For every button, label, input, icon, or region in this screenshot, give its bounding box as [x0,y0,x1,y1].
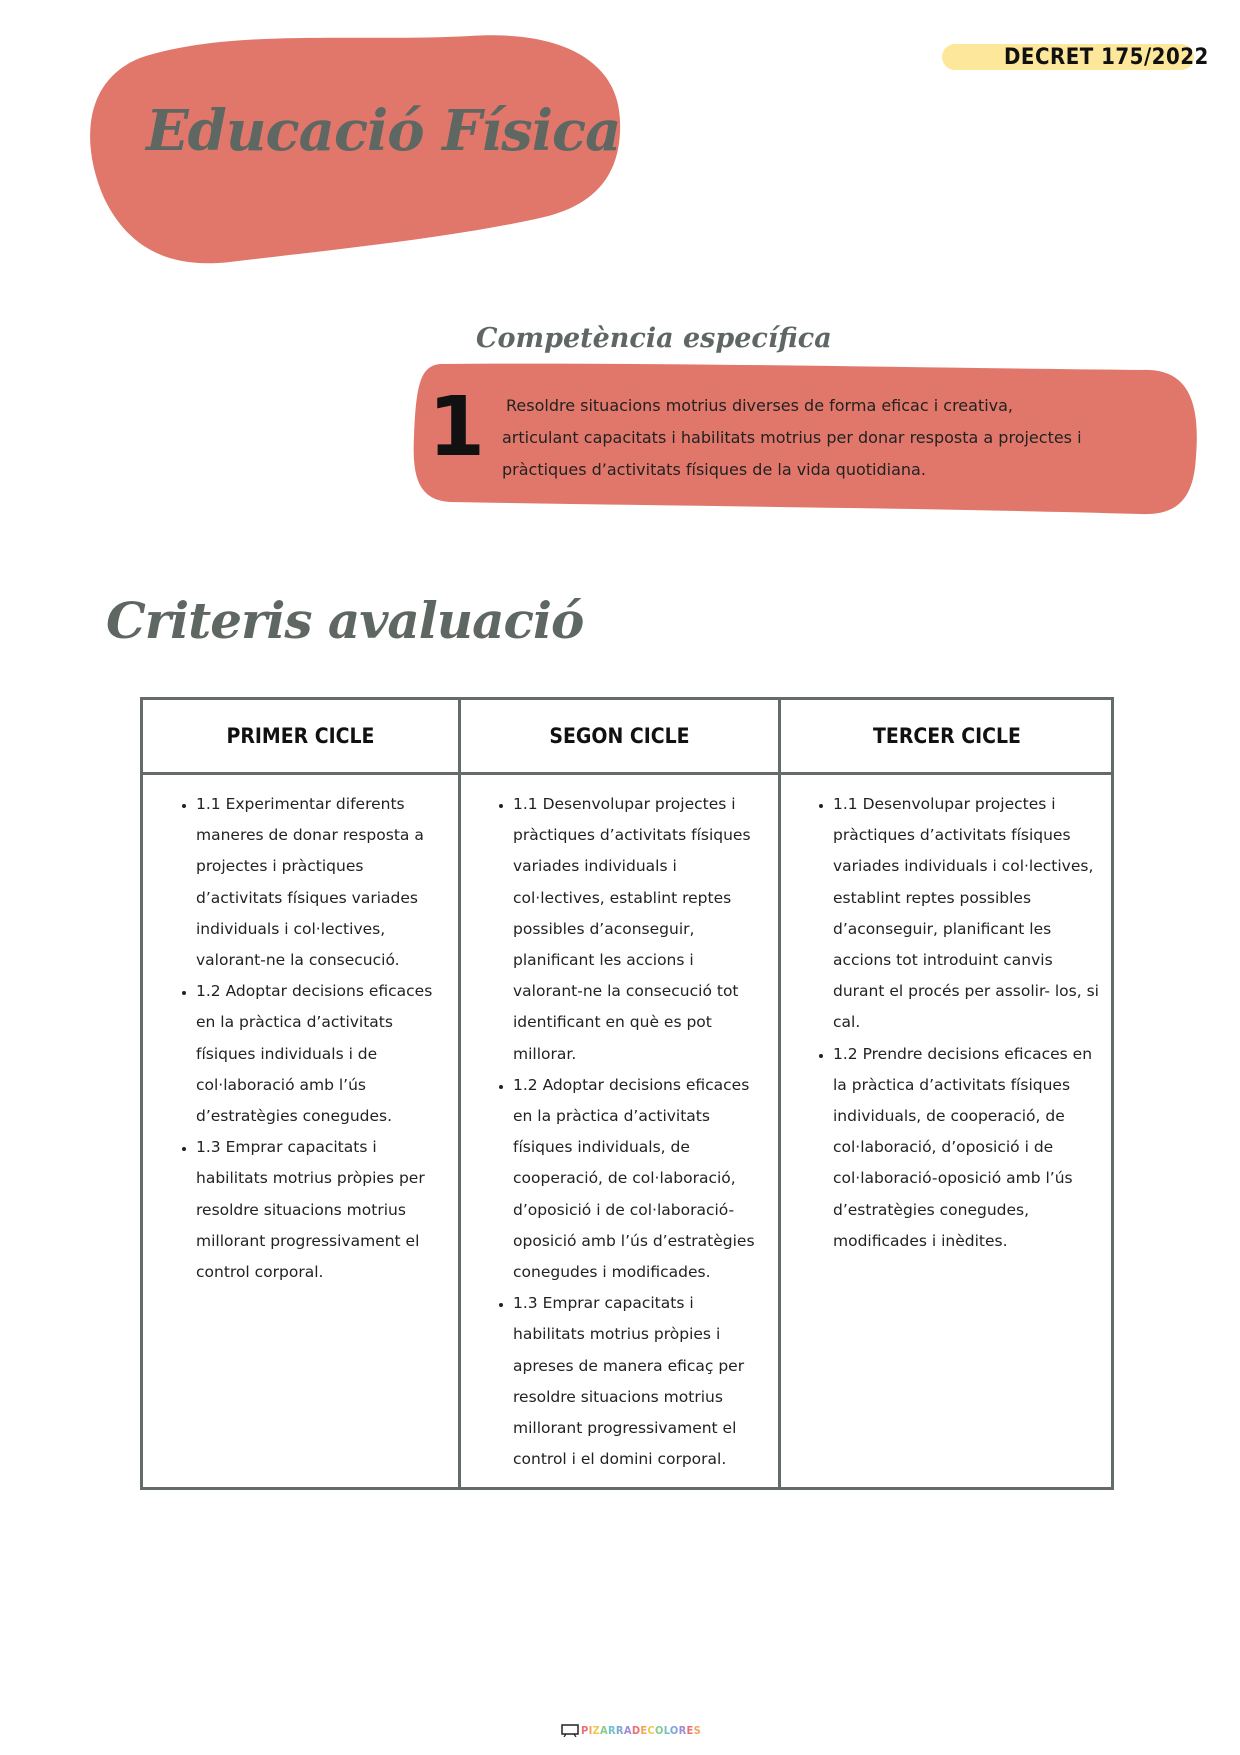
footer-brand: PIZARRADECOLORES [581,1724,702,1737]
criterion-item: • 1.1 Desenvolupar projectes i pràctiques d’activitats físiques variades individuals i col·lectives, establint reptes possibles d’aconseguir, planificant les accions tot introduint canvis durant el procés per assolir- los, si cal. [833,789,1103,1039]
column-segon-cicle [461,775,781,1487]
criteria-list [143,789,448,1288]
column-header-primer-cicle: PRIMER CICLE [143,700,461,775]
competencia-label: Competència específica [476,323,832,354]
criterion-item: • 1.1 Experimentar diferents maneres de donar resposta a projectes i pràctiques d’activitats físiques variades individuals i col·lectives, valorant-ne la consecució. [196,789,450,976]
column-header-tercer-cicle: TERCER CICLE [781,700,1113,775]
criteris-title: Criteris avaluació [106,591,584,650]
criterion-item: • 1.2 Adoptar decisions eficaces en la pràctica d’activitats físiques individuals i de col·laboració amb l’ús d’estratègies conegudes. [196,976,450,1132]
column-header-segon-cicle: SEGON CICLE [461,700,781,775]
competencia-number: 1 [428,380,486,475]
criteria-list [461,789,768,1475]
footer-logo [561,1724,701,1737]
decret-label: DECRET 175/2022 [1004,45,1209,70]
chalkboard-icon [561,1724,579,1737]
criterion-item: • 1.2 Adoptar decisions eficaces en la pràctica d’activitats físiques individuals, de cooperació, de col·laboració, d’oposició i de col·laboració-oposició amb l’ús d’estratègies conegudes i modificades. [513,1070,765,1288]
criteria-list [781,789,1103,1257]
criterion-item: • 1.1 Desenvolupar projectes i pràctiques d’activitats físiques variades individuals i col·lectives, establint reptes possibles d’aconseguir, planificant les accions i valorant-ne la consecució tot identificant en què es pot millorar. [513,789,765,1070]
column-tercer-cicle [781,775,1113,1487]
competencia-text: Resoldre situacions motrius diverses de forma eficac i creativa, articulant capacitats i habilitats motrius per donar resposta a projectes i pràctiques d’activitats físiques de la vida quotidiana. [502,396,1082,479]
criteria-table [140,697,1114,1490]
page-title: Educació Física [146,98,621,164]
criterion-item: • 1.3 Emprar capacitats i habilitats motrius pròpies per resoldre situacions motrius millorant progressivament el control corporal. [196,1132,450,1288]
criterion-item: • 1.2 Prendre decisions eficaces en la pràctica d’activitats físiques individuals, de cooperació, de col·laboració, d’oposició i de col·laboració-oposició amb l’ús d’estratègies conegudes, modificades i inèdites. [833,1039,1103,1257]
criterion-item: • 1.3 Emprar capacitats i habilitats motrius pròpies i apreses de manera eficaç per resoldre situacions motrius millorant progressivament el control i el domini corporal. [513,1288,765,1475]
column-primer-cicle [143,775,461,1487]
